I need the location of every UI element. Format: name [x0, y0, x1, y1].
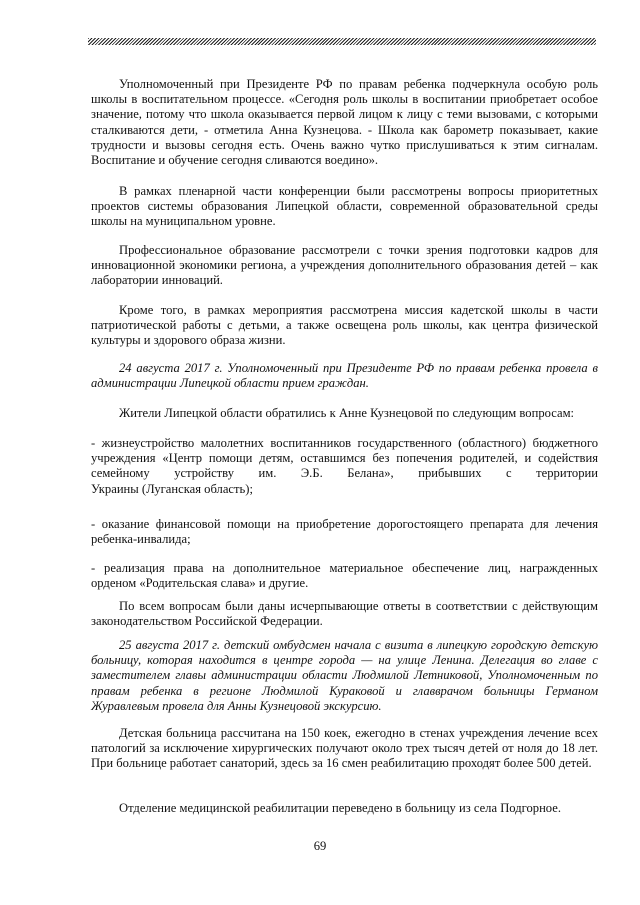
- list-item-guardianship-continuation: Украины (Луганская область);: [91, 481, 253, 496]
- paragraph-aug24-reception: 24 августа 2017 г. Уполномоченный при Президенте РФ по правам ребенка провела в администрации Липецкой области прием граждан.: [91, 361, 598, 391]
- paragraph-answers-given: По всем вопросам были даны исчерпывающие ответы в соответствии с действующим законодательством Российской Федерации.: [91, 599, 598, 629]
- paragraph-aug25-hospital-visit: 25 августа 2017 г. детский омбудсмен начала с визита в липецкую городскую детскую больницу, которая находится в центре города — на улице Ленина. Делегация во главе с заместителем главы администрации области Людмилой Летниковой, Уполномоченным по правам ребенка в регионе Людмилой Кураковой и главврачом больницы Германом Журавлевым провела для Анны Кузнецовой экскурсию.: [91, 638, 598, 713]
- paragraph-residents-appeal: Жители Липецкой области обратились к Анне Кузнецовой по следующим вопросам:: [119, 406, 575, 420]
- page-number: 69: [313, 839, 327, 853]
- paragraph-plenary: В рамках пленарной части конференции были рассмотрены вопросы приоритетных проектов системы образования Липецкой области, современной образовательной среды школы на муниципальном уровне.: [91, 184, 598, 229]
- paragraph-hospital-capacity: Детская больница рассчитана на 150 коек, ежегодно в стенах учреждения лечение всех патологий за исключение хирургических получают около трех тысяч детей от ноля до 18 лет. При больнице работает санаторий, здесь за 16 смен реабилитацию проходят более 500 детей.: [91, 726, 598, 771]
- paragraph-professional-education: Профессиональное образование рассмотрели с точки зрения подготовки кадров для инновационной экономики региона, а учреждения дополнительного образования детей – как лаборатории инноваций.: [91, 243, 598, 288]
- paragraph-cadet-school: Кроме того, в рамках мероприятия рассмотрена миссия кадетской школы в части патриотической работы с детьми, а также освещена роль школы, как центра физической культуры и здорового образа жизни.: [91, 303, 598, 348]
- header-hatched-rule: [88, 38, 596, 45]
- list-item-parental-glory: - реализация права на дополнительное материальное обеспечение лиц, награжденных орденом «Родительская слава» и другие.: [91, 561, 598, 591]
- list-item-guardianship: [91, 436, 598, 497]
- list-item-guardianship-text: - жизнеустройство малолетних воспитанников государственного (областного) бюджетного учреждения «Центр помощи детям, оставшимся без попечения родителей, и содействия семейному устройству им. Э.Б. Белана», прибывших с территории: [91, 436, 598, 481]
- list-item-financial-aid: - оказание финансовой помощи на приобретение дорогостоящего препарата для лечения ребенка-инвалида;: [91, 517, 598, 547]
- paragraph-rehab-department: Отделение медицинской реабилитации переведено в больницу из села Подгорное.: [119, 801, 561, 815]
- paragraph-ombudsman-quote: Уполномоченный при Президенте РФ по правам ребенка подчеркнула особую роль школы в воспитательном процессе. «Сегодня роль школы в воспитании приобретает особое значение, потому что школа оказывается первой лицом к лицу с теми вызовами, с которыми сталкиваются дети, - отметила Анна Кузнецова. - Школа как барометр показывает, какие трудности и вызовы сегодня есть. Очень важно чутко прислушиваться к этим сигналам. Воспитание и обучение сегодня сливаются воедино».: [91, 77, 598, 168]
